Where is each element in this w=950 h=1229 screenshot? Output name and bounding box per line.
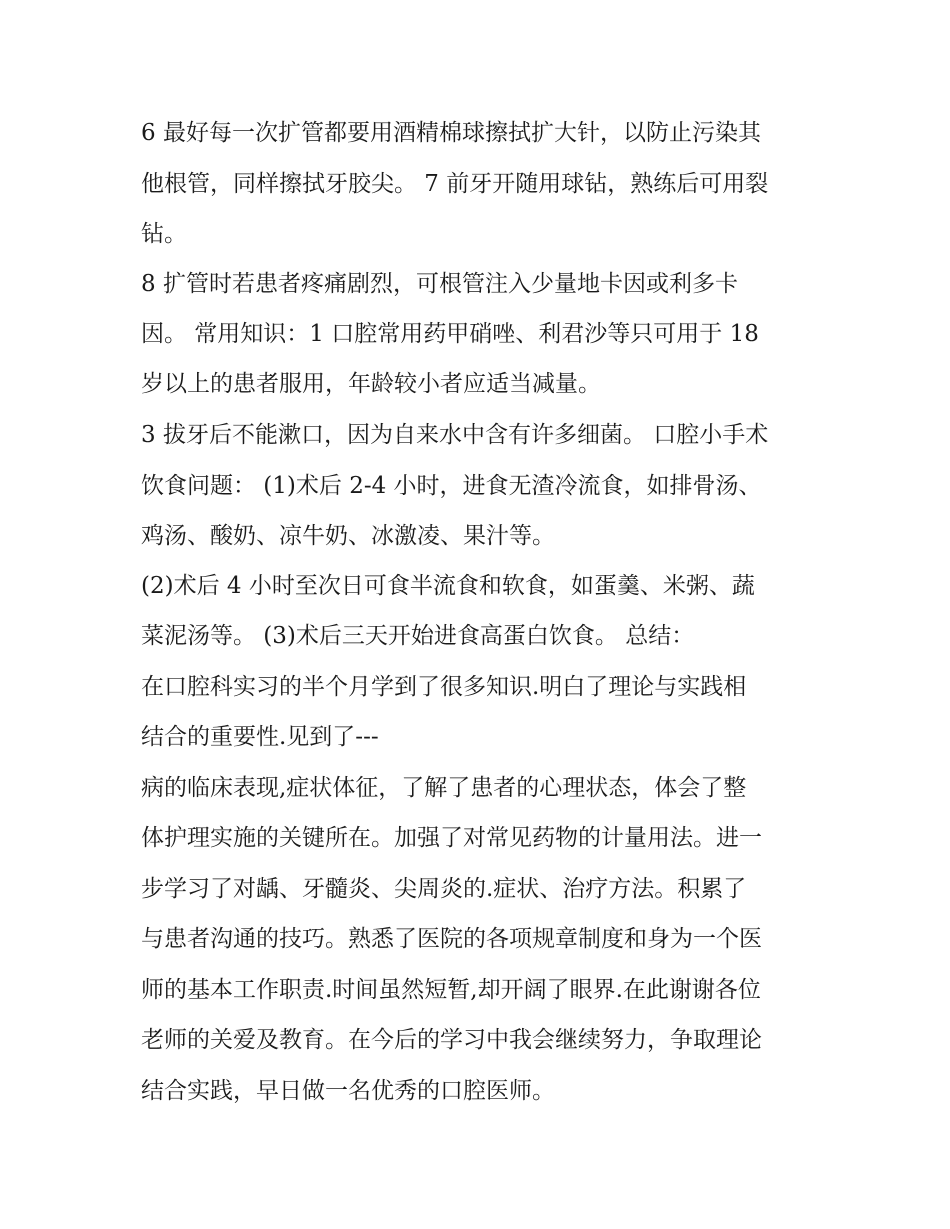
text-line: 与患者沟通的技巧。熟悉了医院的各项规章制度和身为一个医 [141, 926, 762, 952]
text-line: 6 最好每一次扩管都要用酒精棉球擦拭扩大针，以防止污染其 [141, 120, 761, 146]
text-line: 在口腔科实习的半个月学到了很多知识.明白了理论与实践相 [141, 674, 747, 700]
text-line: 步学习了对龋、牙髓炎、尖周炎的.症状、治疗方法。积累了 [141, 876, 747, 902]
text-line: 结合实践，早日做一名优秀的口腔医师。 [141, 1078, 555, 1104]
text-line: (2)术后 4 小时至次日可食半流食和软食，如蛋羹、米粥、蔬 [141, 573, 755, 599]
text-line: 结合的重要性.见到了--- [141, 724, 379, 750]
text-line: 3 拔牙后不能漱口，因为自来水中含有许多细菌。 口腔小手术 [141, 422, 769, 448]
text-line: 他根管，同样擦拭牙胶尖。 7 前牙开随用球钻，熟练后可用裂 [141, 171, 769, 197]
text-line: 8 扩管时若患者疼痛剧烈，可根管注入少量地卡因或利多卡 [141, 271, 738, 297]
text-line: 师的基本工作职责.时间虽然短暂,却开阔了眼界.在此谢谢各位 [141, 977, 761, 1003]
text-line: 菜泥汤等。 (3)术后三天开始进食高蛋白饮食。 总结： [141, 623, 695, 649]
text-line: 岁以上的患者服用，年龄较小者应适当减量。 [141, 371, 601, 397]
text-line: 鸡汤、酸奶、凉牛奶、冰激凌、果汁等。 [141, 523, 555, 549]
text-line: 病的临床表现,症状体征，了解了患者的心理状态，体会了整 [141, 775, 747, 801]
text-line: 饮食问题： (1)术后 2-4 小时，进食无渣冷流食，如排骨汤、 [141, 473, 762, 499]
text-line: 体护理实施的关键所在。加强了对常见药物的计量用法。进一 [141, 825, 762, 851]
text-line: 因。 常用知识：1 口腔常用药甲硝唑、利君沙等只可用于 18 [141, 321, 759, 347]
text-line: 钻。 [141, 221, 187, 247]
text-line: 老师的关爱及教育。在今后的学习中我会继续努力，争取理论 [141, 1027, 762, 1053]
